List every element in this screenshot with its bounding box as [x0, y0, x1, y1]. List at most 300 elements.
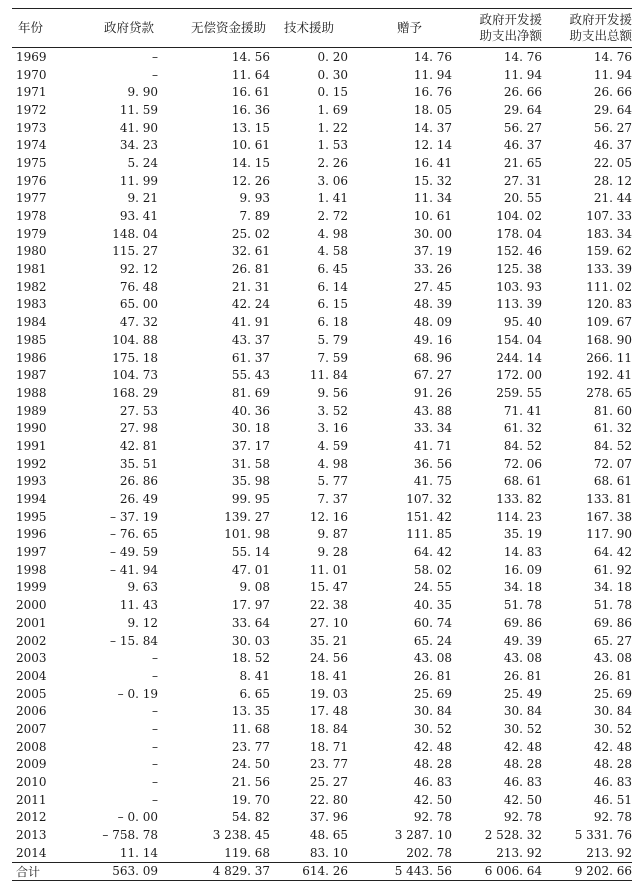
cell-government-loans: 168. 29 — [112, 385, 158, 400]
cell-year: 2000 — [16, 598, 47, 613]
table-row — [12, 437, 632, 455]
cell-oda-gross: 192. 41 — [586, 368, 632, 383]
cell-oda-gross: 26. 66 — [593, 85, 632, 100]
cell-oda-gross: 46. 51 — [593, 792, 632, 807]
cell-oda-gross: 68. 61 — [593, 474, 632, 489]
table-row — [12, 419, 632, 437]
cell-grant-aid: 21. 56 — [231, 775, 270, 790]
cell-grants: 65. 24 — [413, 633, 452, 648]
cell-government-loans: – — [152, 792, 158, 807]
cell-oda-gross: 109. 67 — [586, 315, 632, 330]
cell-government-loans: – — [152, 651, 158, 666]
cell-oda-net: 61. 32 — [503, 421, 542, 436]
table-row — [12, 207, 632, 225]
table-row — [12, 667, 632, 685]
cell-oda-gross: 120. 83 — [586, 297, 632, 312]
cell-grants: 42. 50 — [413, 792, 452, 807]
cell-oda-net: 125. 38 — [496, 262, 542, 277]
cell-oda-net: 30. 52 — [503, 721, 542, 736]
cell-year: 2001 — [16, 615, 47, 630]
cell-technical-assistance: 2. 26 — [317, 155, 348, 170]
cell-grant-aid: 14. 56 — [231, 49, 270, 64]
table-row — [12, 791, 632, 809]
table-row — [12, 826, 632, 844]
cell-technical-assistance: 23. 77 — [309, 757, 348, 772]
cell-grants: 36. 56 — [413, 456, 452, 471]
table-row — [12, 649, 632, 667]
cell-oda-net: 21. 65 — [503, 155, 542, 170]
cell-government-loans: – — [152, 668, 158, 683]
cell-grants: 67. 27 — [413, 368, 452, 383]
cell-grant-aid: 43. 37 — [231, 332, 270, 347]
cell-year: 1985 — [16, 332, 47, 347]
cell-technical-assistance: 1. 69 — [317, 102, 348, 117]
cell-government-loans: 47. 32 — [119, 315, 158, 330]
cell-technical-assistance: 1. 41 — [317, 191, 348, 206]
cell-government-loans: 35. 51 — [119, 456, 158, 471]
table-row — [12, 349, 632, 367]
cell-year: 1993 — [16, 474, 47, 489]
cell-oda-gross: 61. 92 — [593, 562, 632, 577]
cell-government-loans: – 49. 59 — [110, 545, 158, 560]
cell-technical-assistance: 37. 96 — [309, 810, 348, 825]
cell-oda-net: 29. 64 — [503, 102, 542, 117]
cell-oda-net: 51. 78 — [503, 598, 542, 613]
cell-oda-net: 26. 66 — [503, 85, 542, 100]
cell-technical-assistance: 0. 30 — [317, 67, 348, 82]
cell-technical-assistance: 18. 41 — [309, 668, 348, 683]
cell-grant-aid: 11. 68 — [231, 721, 270, 736]
table-row — [12, 119, 632, 137]
table-row — [12, 243, 632, 261]
table-row — [12, 738, 632, 756]
cell-oda-net: 42. 48 — [503, 739, 542, 754]
cell-grants: 42. 48 — [413, 739, 452, 754]
cell-grant-aid: 40. 36 — [231, 403, 270, 418]
cell-oda-net: 84. 52 — [503, 438, 542, 453]
cell-year: 1974 — [16, 138, 47, 153]
cell-grant-aid: 7. 89 — [239, 209, 270, 224]
bottom-rule — [12, 880, 632, 881]
cell-government-loans: – 0. 00 — [117, 810, 158, 825]
cell-government-loans: 27. 98 — [119, 421, 158, 436]
cell-oda-gross: 111. 02 — [586, 279, 632, 294]
cell-year: 1994 — [16, 492, 47, 507]
cell-grants: 151. 42 — [406, 509, 452, 524]
cell-oda-gross: 92. 78 — [593, 810, 632, 825]
cell-government-loans: – — [152, 67, 158, 82]
cell-oda-net: 69. 86 — [503, 615, 542, 630]
cell-oda-gross: 46. 83 — [593, 775, 632, 790]
cell-grant-aid: 81. 69 — [231, 385, 270, 400]
table-row — [12, 83, 632, 101]
cell-oda-net: 172. 00 — [496, 368, 542, 383]
cell-government-loans: – — [152, 739, 158, 754]
cell-year: 1989 — [16, 403, 47, 418]
cell-technical-assistance: 25. 27 — [309, 775, 348, 790]
cell-technical-assistance: 6. 14 — [317, 279, 348, 294]
cell-year: 1969 — [16, 49, 47, 64]
table-row — [12, 526, 632, 544]
cell-year: 1973 — [16, 120, 47, 135]
cell-technical-assistance: 15. 47 — [309, 580, 348, 595]
cell-year: 1976 — [16, 173, 47, 188]
cell-year: 1975 — [16, 155, 47, 170]
cell-technical-assistance: 83. 10 — [309, 845, 348, 860]
cell-technical-assistance: 18. 71 — [309, 739, 348, 754]
cell-grant-aid: 13. 35 — [231, 704, 270, 719]
table-row — [12, 809, 632, 827]
cell-oda-gross: 56. 27 — [593, 120, 632, 135]
table-row — [12, 313, 632, 331]
cell-year: 1971 — [16, 85, 47, 100]
header-grants: 赠予 — [396, 20, 422, 35]
header-year: 年份 — [18, 20, 44, 35]
cell-grants: 3 287. 10 — [394, 828, 452, 843]
total-oda-gross: 9 202. 66 — [574, 864, 632, 879]
cell-technical-assistance: 2. 72 — [317, 209, 348, 224]
cell-year: 1999 — [16, 580, 47, 595]
cell-year: 2012 — [16, 810, 47, 825]
cell-grant-aid: 55. 43 — [231, 368, 270, 383]
table-row — [12, 296, 632, 314]
cell-oda-gross: 42. 48 — [593, 739, 632, 754]
table-row — [12, 225, 632, 243]
cell-year: 1992 — [16, 456, 47, 471]
total-oda-net: 6 006. 64 — [484, 864, 542, 879]
cell-oda-gross: 22. 05 — [593, 155, 632, 170]
cell-grants: 30. 52 — [413, 721, 452, 736]
cell-government-loans: – — [152, 721, 158, 736]
cell-oda-gross: 167. 38 — [586, 509, 632, 524]
cell-grants: 12. 14 — [413, 138, 452, 153]
cell-government-loans: 42. 81 — [119, 438, 158, 453]
cell-oda-net: 48. 28 — [503, 757, 542, 772]
cell-grants: 27. 45 — [413, 279, 452, 294]
cell-oda-gross: 64. 42 — [593, 545, 632, 560]
cell-government-loans: 34. 23 — [119, 138, 158, 153]
cell-grant-aid: 9. 93 — [239, 191, 270, 206]
cell-oda-net: 20. 55 — [503, 191, 542, 206]
cell-oda-gross: 183. 34 — [586, 226, 632, 241]
cell-oda-gross: 29. 64 — [593, 102, 632, 117]
cell-oda-gross: 30. 52 — [593, 721, 632, 736]
cell-technical-assistance: 5. 77 — [317, 474, 348, 489]
cell-grant-aid: 23. 77 — [231, 739, 270, 754]
cell-year: 1979 — [16, 226, 47, 241]
cell-year: 1986 — [16, 350, 47, 365]
cell-oda-net: 114. 23 — [496, 509, 542, 524]
cell-technical-assistance: 7. 59 — [317, 350, 348, 365]
cell-grant-aid: 119. 68 — [224, 845, 270, 860]
aid-table — [12, 8, 632, 881]
cell-technical-assistance: 22. 80 — [309, 792, 348, 807]
cell-government-loans: – — [152, 704, 158, 719]
cell-grants: 48. 39 — [413, 297, 452, 312]
cell-oda-net: 27. 31 — [503, 173, 542, 188]
cell-government-loans: 9. 63 — [127, 580, 158, 595]
cell-oda-net: 244. 14 — [496, 350, 542, 365]
cell-oda-net: 68. 61 — [503, 474, 542, 489]
cell-oda-gross: 159. 62 — [586, 244, 632, 259]
cell-grants: 60. 74 — [413, 615, 452, 630]
cell-year: 1978 — [16, 209, 47, 224]
cell-technical-assistance: 35. 21 — [309, 633, 348, 648]
cell-year: 1997 — [16, 545, 47, 560]
cell-year: 1983 — [16, 297, 47, 312]
cell-technical-assistance: 5. 79 — [317, 332, 348, 347]
cell-oda-gross: 266. 11 — [586, 350, 632, 365]
cell-technical-assistance: 24. 56 — [309, 651, 348, 666]
cell-year: 2005 — [16, 686, 47, 701]
cell-government-loans: 104. 88 — [112, 332, 158, 347]
cell-oda-gross: 51. 78 — [593, 598, 632, 613]
cell-grant-aid: 30. 18 — [231, 421, 270, 436]
cell-technical-assistance: 4. 58 — [317, 244, 348, 259]
cell-technical-assistance: 11. 01 — [309, 562, 348, 577]
cell-oda-net: 154. 04 — [496, 332, 542, 347]
cell-grant-aid: 24. 50 — [231, 757, 270, 772]
cell-technical-assistance: 4. 98 — [317, 456, 348, 471]
cell-oda-net: 35. 19 — [503, 527, 542, 542]
cell-year: 2011 — [16, 792, 47, 807]
cell-grants: 30. 00 — [413, 226, 452, 241]
total-grant-aid: 4 829. 37 — [212, 864, 270, 879]
cell-year: 2002 — [16, 633, 47, 648]
cell-oda-gross: 61. 32 — [593, 421, 632, 436]
cell-oda-gross: 21. 44 — [593, 191, 632, 206]
cell-technical-assistance: 27. 10 — [309, 615, 348, 630]
cell-oda-gross: 117. 90 — [586, 527, 632, 542]
table-row — [12, 172, 632, 190]
cell-year: 2010 — [16, 775, 47, 790]
cell-grant-aid: 33. 64 — [231, 615, 270, 630]
cell-grant-aid: 61. 37 — [231, 350, 270, 365]
cell-government-loans: 175. 18 — [112, 350, 158, 365]
cell-grants: 24. 55 — [413, 580, 452, 595]
table-row — [12, 66, 632, 84]
cell-grants: 33. 26 — [413, 262, 452, 277]
cell-grant-aid: 37. 17 — [231, 438, 270, 453]
cell-year: 1981 — [16, 262, 47, 277]
cell-grant-aid: 14. 15 — [231, 155, 270, 170]
cell-grants: 25. 69 — [413, 686, 452, 701]
cell-oda-gross: 72. 07 — [593, 456, 632, 471]
cell-oda-gross: 14. 76 — [593, 49, 632, 64]
cell-oda-net: 26. 81 — [503, 668, 542, 683]
cell-grants: 41. 71 — [413, 438, 452, 453]
cell-oda-gross: 213. 92 — [586, 845, 632, 860]
cell-grants: 14. 76 — [413, 49, 452, 64]
cell-government-loans: – 15. 84 — [110, 633, 158, 648]
cell-oda-gross: 25. 69 — [593, 686, 632, 701]
cell-year: 1996 — [16, 527, 47, 542]
table-row — [12, 190, 632, 208]
cell-grants: 58. 02 — [413, 562, 452, 577]
cell-oda-net: 92. 78 — [503, 810, 542, 825]
cell-oda-net: 152. 46 — [496, 244, 542, 259]
cell-grants: 49. 16 — [413, 332, 452, 347]
table-row — [12, 614, 632, 632]
cell-government-loans: 115. 27 — [112, 244, 158, 259]
cell-grants: 16. 41 — [413, 155, 452, 170]
cell-oda-gross: 81. 60 — [593, 403, 632, 418]
cell-oda-net: 43. 08 — [503, 651, 542, 666]
header-technical-assistance: 技术援助 — [283, 20, 334, 35]
cell-government-loans: 9. 90 — [127, 85, 158, 100]
cell-grants: 11. 34 — [413, 191, 452, 206]
table-row — [12, 702, 632, 720]
cell-government-loans: 11. 43 — [119, 598, 158, 613]
cell-technical-assistance: 3. 52 — [317, 403, 348, 418]
cell-grant-aid: 30. 03 — [231, 633, 270, 648]
table-row — [12, 48, 632, 66]
cell-technical-assistance: 6. 15 — [317, 297, 348, 312]
cell-technical-assistance: 9. 87 — [317, 527, 348, 542]
cell-grants: 41. 75 — [413, 474, 452, 489]
total-technical-assistance: 614. 26 — [302, 864, 348, 879]
cell-year: 1982 — [16, 279, 47, 294]
cell-technical-assistance: 0. 15 — [317, 85, 348, 100]
header-grant-aid: 无偿资金援助 — [190, 20, 266, 35]
cell-government-loans: 11. 99 — [119, 173, 158, 188]
cell-year: 2006 — [16, 704, 47, 719]
cell-grant-aid: 19. 70 — [231, 792, 270, 807]
table-row — [12, 402, 632, 420]
cell-grants: 91. 26 — [413, 385, 452, 400]
cell-oda-net: 178. 04 — [496, 226, 542, 241]
cell-grant-aid: 99. 95 — [231, 492, 270, 507]
table-row — [12, 384, 632, 402]
cell-government-loans: 11. 59 — [119, 102, 158, 117]
header-oda-net: 政府开发援 助支出净额 — [479, 12, 542, 43]
cell-grants: 26. 81 — [413, 668, 452, 683]
cell-technical-assistance: 1. 22 — [317, 120, 348, 135]
cell-government-loans: – 37. 19 — [110, 509, 158, 524]
cell-oda-net: 103. 93 — [496, 279, 542, 294]
cell-year: 1977 — [16, 191, 47, 206]
cell-year: 2003 — [16, 651, 47, 666]
cell-grant-aid: 26. 81 — [231, 262, 270, 277]
cell-grants: 40. 35 — [413, 598, 452, 613]
cell-oda-net: 11. 94 — [503, 67, 542, 82]
cell-oda-net: 72. 06 — [503, 456, 542, 471]
cell-oda-gross: 65. 27 — [593, 633, 632, 648]
cell-government-loans: – 758. 78 — [102, 828, 158, 843]
cell-oda-gross: 133. 39 — [586, 262, 632, 277]
cell-grant-aid: 3 238. 45 — [212, 828, 270, 843]
cell-grant-aid: 31. 58 — [231, 456, 270, 471]
cell-oda-gross: 48. 28 — [593, 757, 632, 772]
cell-oda-gross: 30. 84 — [593, 704, 632, 719]
cell-government-loans: 93. 41 — [119, 209, 158, 224]
cell-grants: 43. 08 — [413, 651, 452, 666]
cell-grant-aid: 101. 98 — [224, 527, 270, 542]
cell-grant-aid: 35. 98 — [231, 474, 270, 489]
cell-oda-net: 56. 27 — [503, 120, 542, 135]
cell-grants: 10. 61 — [413, 209, 452, 224]
cell-grants: 33. 34 — [413, 421, 452, 436]
cell-grants: 92. 78 — [413, 810, 452, 825]
cell-grants: 202. 78 — [406, 845, 452, 860]
total-grants: 5 443. 56 — [394, 864, 452, 879]
cell-oda-gross: 168. 90 — [586, 332, 632, 347]
cell-grant-aid: 8. 41 — [239, 668, 270, 683]
cell-oda-gross: 11. 94 — [593, 67, 632, 82]
total-label: 合计 — [16, 864, 41, 879]
cell-government-loans: 104. 73 — [112, 368, 158, 383]
cell-grants: 48. 28 — [413, 757, 452, 772]
cell-oda-net: 113. 39 — [496, 297, 542, 312]
cell-oda-gross: 34. 18 — [593, 580, 632, 595]
cell-government-loans: – 41. 94 — [110, 562, 158, 577]
cell-grant-aid: 55. 14 — [231, 545, 270, 560]
cell-technical-assistance: 9. 56 — [317, 385, 348, 400]
cell-oda-net: 2 528. 32 — [484, 828, 542, 843]
table-row — [12, 685, 632, 703]
cell-government-loans: 9. 21 — [127, 191, 158, 206]
cell-oda-net: 133. 82 — [496, 492, 542, 507]
cell-oda-net: 16. 09 — [503, 562, 542, 577]
cell-government-loans: 41. 90 — [119, 120, 158, 135]
cell-grants: 16. 76 — [413, 85, 452, 100]
cell-oda-net: 46. 83 — [503, 775, 542, 790]
cell-oda-gross: 26. 81 — [593, 668, 632, 683]
cell-year: 1991 — [16, 438, 47, 453]
cell-year: 2008 — [16, 739, 47, 754]
cell-technical-assistance: 6. 18 — [317, 315, 348, 330]
cell-year: 1980 — [16, 244, 47, 259]
cell-grant-aid: 18. 52 — [231, 651, 270, 666]
cell-oda-net: 14. 83 — [503, 545, 542, 560]
cell-grants: 64. 42 — [413, 545, 452, 560]
cell-oda-gross: 278. 65 — [586, 385, 632, 400]
table-row — [12, 579, 632, 597]
table-body — [12, 48, 632, 862]
cell-year: 1998 — [16, 562, 47, 577]
cell-government-loans: – — [152, 775, 158, 790]
cell-oda-net: 14. 76 — [503, 49, 542, 64]
cell-grants: 111. 85 — [406, 527, 452, 542]
cell-oda-net: 42. 50 — [503, 792, 542, 807]
cell-oda-gross: 46. 37 — [593, 138, 632, 153]
cell-oda-net: 46. 37 — [503, 138, 542, 153]
cell-grant-aid: 10. 61 — [231, 138, 270, 153]
cell-government-loans: 148. 04 — [112, 226, 158, 241]
cell-year: 2007 — [16, 721, 47, 736]
table-row — [12, 101, 632, 119]
cell-technical-assistance: 1. 53 — [317, 138, 348, 153]
cell-oda-net: 95. 40 — [503, 315, 542, 330]
cell-grant-aid: 16. 61 — [231, 85, 270, 100]
cell-year: 2009 — [16, 757, 47, 772]
table-row — [12, 508, 632, 526]
cell-technical-assistance: 11. 84 — [309, 368, 348, 383]
table-header — [12, 9, 632, 47]
cell-year: 2004 — [16, 668, 47, 683]
cell-year: 1990 — [16, 421, 47, 436]
cell-grant-aid: 25. 02 — [231, 226, 270, 241]
cell-technical-assistance: 6. 45 — [317, 262, 348, 277]
cell-government-loans: 65. 00 — [119, 297, 158, 312]
cell-grant-aid: 21. 31 — [231, 279, 270, 294]
cell-oda-gross: 28. 12 — [593, 173, 632, 188]
table-row — [12, 366, 632, 384]
cell-grants: 48. 09 — [413, 315, 452, 330]
cell-oda-net: 49. 39 — [503, 633, 542, 648]
cell-government-loans: – — [152, 757, 158, 772]
total-government-loans: 563. 09 — [112, 864, 158, 879]
